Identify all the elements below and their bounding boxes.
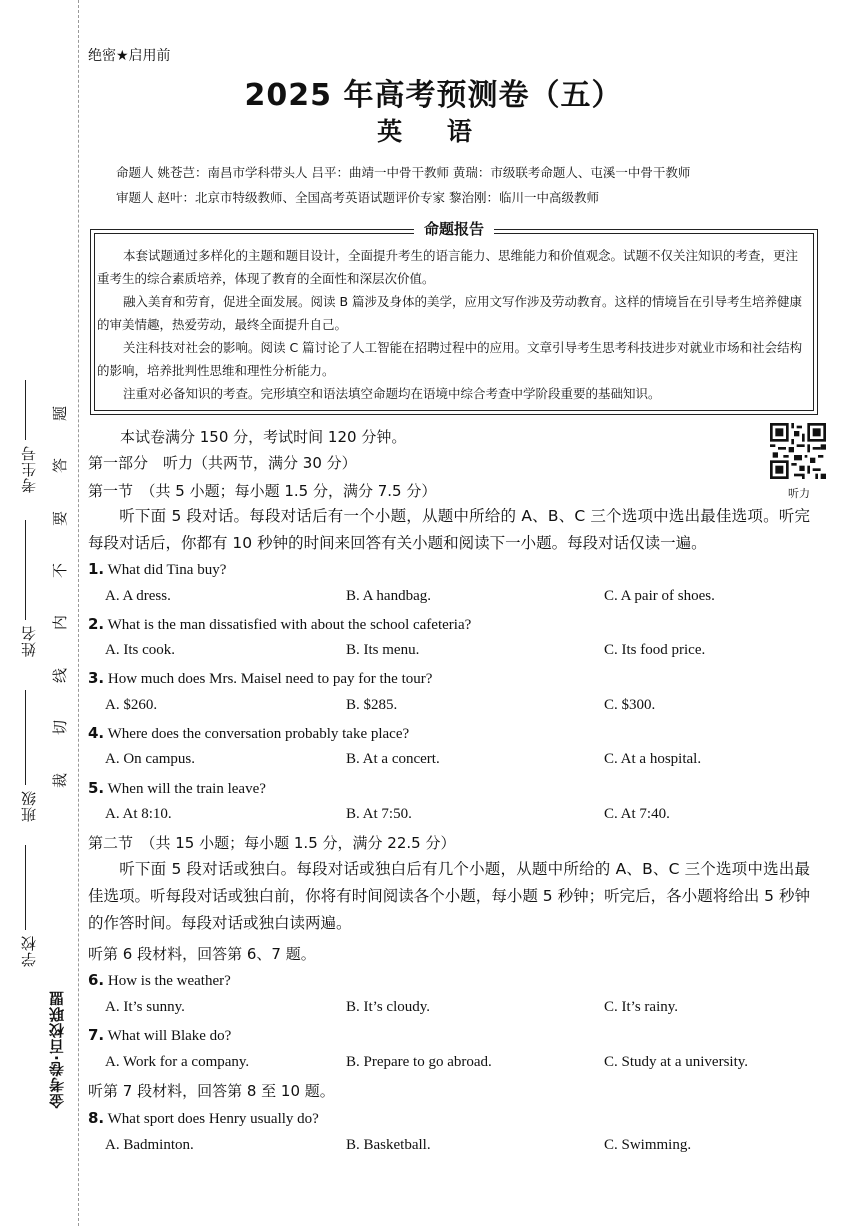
cut-dashed-line (78, 0, 79, 1226)
section1-instructions (88, 503, 810, 557)
option-c[interactable]: C. At a hospital. (604, 751, 702, 767)
cut-char: 答 (51, 457, 70, 474)
class-blank (25, 690, 26, 785)
option-c[interactable]: C. A pair of shoes. (604, 588, 715, 604)
exam-intro: 本试卷满分 150 分，考试时间 120 分钟。 (120, 428, 407, 446)
class-label: 班级 (20, 790, 38, 822)
option-c[interactable]: C. At 7:40. (604, 806, 670, 822)
report-text: 本套试题通过多样化的主题和题目设计，全面提升考生的语言能力、思维能力和价值观念。试题不仅关注知识的考查，更注重考生的综合素质培养，体现了教育的全面性和深层次价值。 (97, 248, 799, 286)
subject-title: 英 语 (377, 117, 490, 146)
part1-title: 第一部分 听力（共两节，满分 30 分） (88, 454, 357, 472)
binding-margin (0, 0, 80, 1226)
question (88, 560, 226, 579)
option-c[interactable]: C. It’s rainy. (604, 999, 679, 1015)
authors-line: 命题人 姚苍芑：南昌市学科带头人 吕平：曲靖一中骨干教师 黄瑞：市级联考命题人、屯溪一中骨干教师 (116, 165, 691, 180)
reviewers-line: 审题人 赵叶：北京市特级教师、全国高考英语试题评价专家 黎治刚：临川一中高级教师 (116, 190, 599, 205)
cut-char: 题 (51, 405, 70, 422)
question-text: How is the weather? (107, 973, 231, 989)
question-number: 4. (88, 724, 105, 742)
option-b[interactable]: B. Basketball. (346, 1137, 431, 1153)
candidate-number-label: 考生号 (20, 445, 38, 493)
exam-title: 2025 年高考预测卷（五） (244, 78, 623, 113)
question-text: How much does Mrs. Maisel need to pay for the tour? (107, 671, 433, 687)
section1-title: 第一节 （共 5 小题；每小题 1.5 分，满分 7.5 分） (88, 482, 437, 500)
option-b[interactable]: B. At 7:50. (346, 806, 412, 822)
name-label: 姓名 (20, 625, 38, 657)
question-text: What did Tina buy? (107, 562, 227, 578)
brand-label: 金考卷·百校联盟 (48, 990, 66, 1109)
question (88, 971, 231, 990)
option-c[interactable]: C. Swimming. (604, 1137, 692, 1153)
confidential-mark: 绝密★启用前 (88, 48, 171, 64)
question-number: 6. (88, 971, 105, 989)
section2-instructions (88, 856, 810, 937)
school-blank (25, 845, 26, 930)
option-b[interactable]: B. Its menu. (346, 642, 420, 658)
option-b[interactable]: B. $285. (346, 697, 398, 713)
option-a[interactable]: A. On campus. (105, 751, 195, 767)
report-paragraph (97, 382, 809, 405)
option-b[interactable]: B. Prepare to go abroad. (346, 1054, 492, 1070)
report-title: 命题报告 (414, 220, 494, 238)
report-title-wrap (91, 218, 817, 239)
option-b[interactable]: B. At a concert. (346, 751, 440, 767)
instruction-text: 听下面 5 段对话。每段对话后有一个小题，从题中所给的 A、B、C 三个选项中选出最佳选项。听完每段对话后，你都有 10 秒钟的时间来回答有关小题和阅读下一小题。每段对话仅读一遍。 (88, 507, 810, 552)
question-number: 3. (88, 669, 105, 687)
option-b[interactable]: B. A handbag. (346, 588, 431, 604)
option-c[interactable]: C. $300. (604, 697, 656, 713)
report-text: 关注科技对社会的影响。阅读 C 篇讨论了人工智能在招聘过程中的应用。文章引导考生思考科技进步对就业市场和社会结构的影响，培养批判性思维和理性分析能力。 (97, 340, 803, 378)
school-label: 学校 (20, 935, 38, 967)
question-text: When will the train leave? (107, 781, 266, 797)
material-6-label: 听第 6 段材料，回答第 6、7 题。 (88, 945, 316, 963)
report-text: 注重对必备知识的考查。完形填空和语法填空命题均在语境中综合考查中学阶段重要的基础知识。 (123, 386, 661, 401)
question (88, 779, 266, 798)
question (88, 669, 432, 688)
name-blank (25, 520, 26, 620)
question-number: 1. (88, 560, 105, 578)
report-paragraph (97, 290, 809, 336)
report-box (90, 220, 818, 415)
option-a[interactable]: A. Work for a company. (105, 1054, 250, 1070)
question (88, 615, 471, 634)
question-number: 7. (88, 1026, 105, 1044)
option-a[interactable]: A. A dress. (105, 588, 171, 604)
question (88, 1026, 231, 1045)
option-b[interactable]: B. It’s cloudy. (346, 999, 431, 1015)
option-a[interactable]: A. Badminton. (105, 1137, 194, 1153)
option-a[interactable]: A. Its cook. (105, 642, 175, 658)
option-a[interactable]: A. At 8:10. (105, 806, 172, 822)
cut-char: 切 (51, 719, 70, 736)
option-c[interactable]: C. Its food price. (604, 642, 706, 658)
cut-char: 线 (51, 667, 70, 684)
question-number: 2. (88, 615, 105, 633)
qr-caption: 听力 (788, 487, 810, 500)
question-text: What sport does Henry usually do? (107, 1111, 319, 1127)
question (88, 724, 409, 743)
question-number: 5. (88, 779, 105, 797)
question-text: What is the man dissatisfied with about the school cafeteria? (107, 617, 472, 633)
material-7-label: 听第 7 段材料，回答第 8 至 10 题。 (88, 1082, 335, 1100)
question (88, 1109, 319, 1128)
section2-title: 第二节 （共 15 小题；每小题 1.5 分，满分 22.5 分） (88, 834, 456, 852)
question-number: 8. (88, 1109, 105, 1127)
cut-char: 内 (51, 614, 70, 631)
cut-char: 不 (51, 562, 70, 579)
report-paragraph (97, 244, 809, 290)
instruction-text: 听下面 5 段对话或独白。每段对话或独白后有几个小题，从题中所给的 A、B、C 三个选项中选出最佳选项。听每段对话或独白前，你将有时间阅读各个小题，每小题 5 秒钟；听完后，各小题将给出 5 秒钟的作答时间。每段对话或独白读两遍。 (88, 860, 810, 932)
cut-char: 裁 (51, 772, 70, 789)
report-paragraph (97, 336, 809, 382)
cut-char: 要 (51, 510, 70, 527)
option-a[interactable]: A. $260. (105, 697, 158, 713)
question-text: What will Blake do? (107, 1028, 232, 1044)
candidate-number-blank (25, 380, 26, 440)
report-text: 融入美育和劳育，促进全面发展。阅读 B 篇涉及身体的美学，应用文写作涉及劳动教育。这样的情境旨在引导考生培养健康的审美情趣，热爱劳动，最终全面提升自己。 (97, 294, 803, 332)
question-text: Where does the conversation probably take place? (107, 726, 410, 742)
option-a[interactable]: A. It’s sunny. (105, 999, 185, 1015)
option-c[interactable]: C. Study at a university. (604, 1054, 749, 1070)
